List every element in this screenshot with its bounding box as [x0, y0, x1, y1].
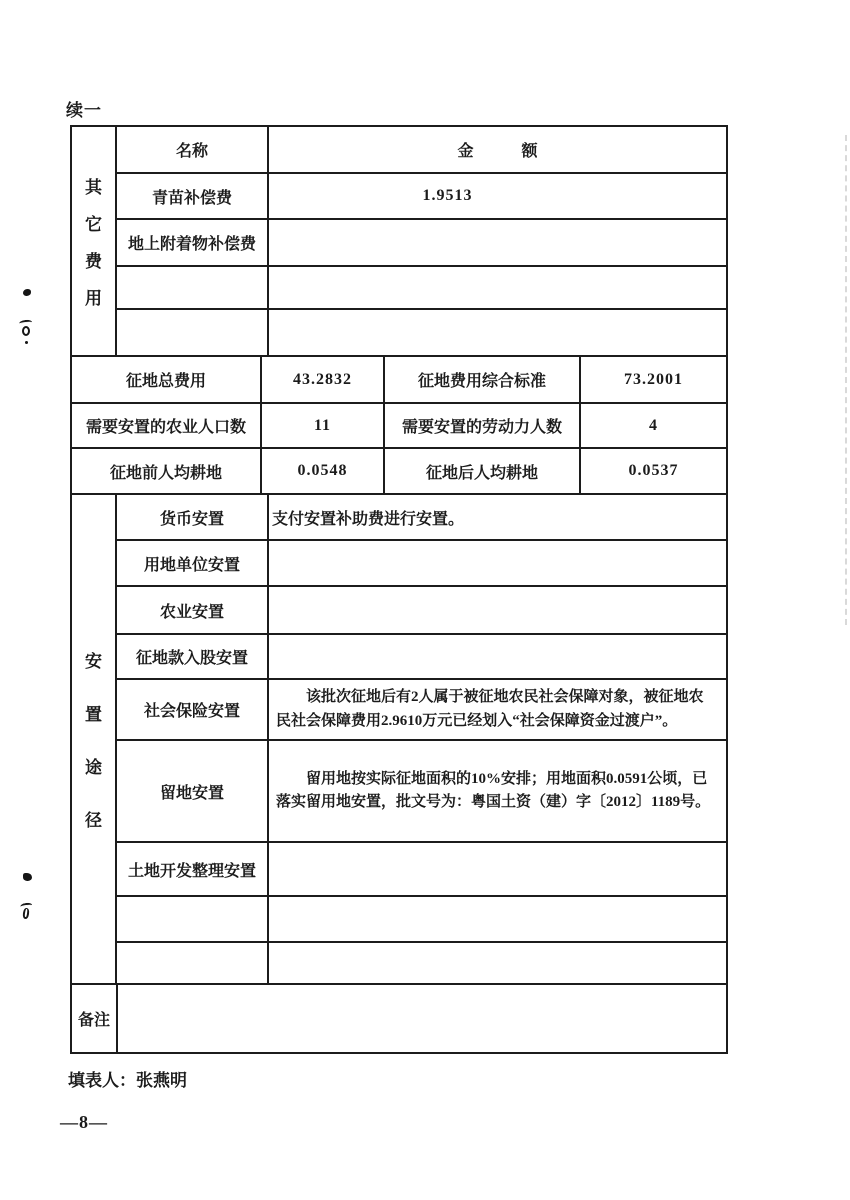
- resettlement-detail: 该批次征地后有2人属于被征地农民社会保障对象，被征地农 民社会保障费用2.9610万元已经划入“社会保障资金过渡户”。: [276, 689, 704, 729]
- ink-speck: [22, 908, 29, 920]
- resettlement-type: 用地单位安置: [117, 541, 269, 585]
- other-fees-section: [72, 127, 726, 357]
- fee-amount: [269, 267, 726, 308]
- table-row: [117, 843, 726, 897]
- resettlement-type: 土地开发整理安置: [117, 843, 269, 895]
- fee-name: [117, 267, 269, 308]
- header-amount: 金 额: [457, 143, 538, 160]
- table-row: [72, 449, 726, 495]
- ink-speck: [22, 326, 30, 336]
- resettlement-detail: [269, 635, 726, 678]
- table-row: [117, 495, 726, 541]
- scan-edge-artifact: [845, 135, 847, 625]
- remarks-content: [118, 985, 726, 1052]
- resettlement-type: 征地款入股安置: [117, 635, 269, 678]
- table-row: [117, 741, 726, 843]
- ink-speck: [20, 902, 32, 907]
- resettlement-rows: [117, 495, 726, 983]
- table-row: [117, 897, 726, 943]
- summary-label: 需要安置的劳动力人数: [385, 404, 581, 447]
- table-row: [117, 267, 726, 310]
- resettlement-type: [117, 943, 269, 983]
- resettlement-type: 留地安置: [117, 741, 269, 841]
- resettlement-detail: [269, 587, 726, 633]
- summary-label: 征地总费用: [72, 357, 262, 402]
- summary-value: 4: [649, 416, 658, 434]
- ink-speck: [23, 873, 32, 881]
- other-fees-header-row: [117, 127, 726, 174]
- summary-label: 征地后人均耕地: [385, 449, 581, 493]
- other-fees-section-label: 其 它 费 用: [72, 127, 117, 355]
- resettlement-detail: [269, 943, 726, 983]
- fee-name: [117, 310, 269, 355]
- fee-amount: [269, 220, 726, 265]
- resettlement-section: [72, 495, 726, 985]
- fee-name: 地上附着物补偿费: [117, 220, 269, 265]
- ink-speck: [19, 319, 32, 323]
- fee-name: 青苗补偿费: [117, 174, 269, 218]
- table-row: [72, 404, 726, 449]
- table-row: [117, 310, 726, 355]
- resettlement-section-label: 安 置 途 径: [72, 495, 117, 983]
- resettlement-type: 货币安置: [117, 495, 269, 539]
- table-row: [117, 174, 726, 220]
- land-acquisition-table: [70, 125, 728, 1054]
- continuation-label: 续一: [66, 101, 102, 120]
- resettlement-detail: [269, 897, 726, 941]
- resettlement-type: [117, 897, 269, 941]
- summary-section: [72, 357, 726, 495]
- summary-label: 征地前人均耕地: [72, 449, 262, 493]
- resettlement-type: 社会保险安置: [117, 680, 269, 739]
- header-name: 名称: [117, 127, 269, 172]
- table-row: [72, 357, 726, 404]
- form-filler-line: 填表人：张燕明: [68, 1071, 187, 1090]
- fee-amount: 1.9513: [422, 187, 473, 204]
- summary-value: 0.0548: [262, 449, 385, 493]
- table-row: [117, 587, 726, 635]
- summary-value: 11: [262, 404, 385, 447]
- summary-value: 43.2832: [262, 357, 385, 402]
- ink-speck: [23, 289, 31, 296]
- summary-value: 73.2001: [624, 370, 683, 388]
- table-row: [117, 943, 726, 983]
- other-fees-rows: [117, 127, 726, 355]
- resettlement-detail: [269, 541, 726, 585]
- fee-amount: [269, 310, 726, 355]
- table-row: [117, 635, 726, 680]
- table-row: [117, 541, 726, 587]
- resettlement-detail: [269, 843, 726, 895]
- table-row: [117, 680, 726, 741]
- summary-label: 需要安置的农业人口数: [72, 404, 262, 447]
- remarks-row: [72, 985, 726, 1052]
- resettlement-type: 农业安置: [117, 587, 269, 633]
- summary-value: 0.0537: [628, 462, 679, 479]
- page-number: —8—: [60, 1112, 108, 1132]
- ink-speck: [25, 341, 28, 344]
- resettlement-detail: 支付安置补助费进行安置。: [272, 510, 465, 528]
- summary-label: 征地费用综合标准: [385, 357, 581, 402]
- table-row: [117, 220, 726, 267]
- remarks-label: 备注: [72, 985, 118, 1052]
- resettlement-detail: 留用地按实际征地面积的10%安排；用地面积0.0591公顷，已 落实留用地安置，批文号为：粤国土资（建）字〔2012〕1189号。: [276, 770, 711, 810]
